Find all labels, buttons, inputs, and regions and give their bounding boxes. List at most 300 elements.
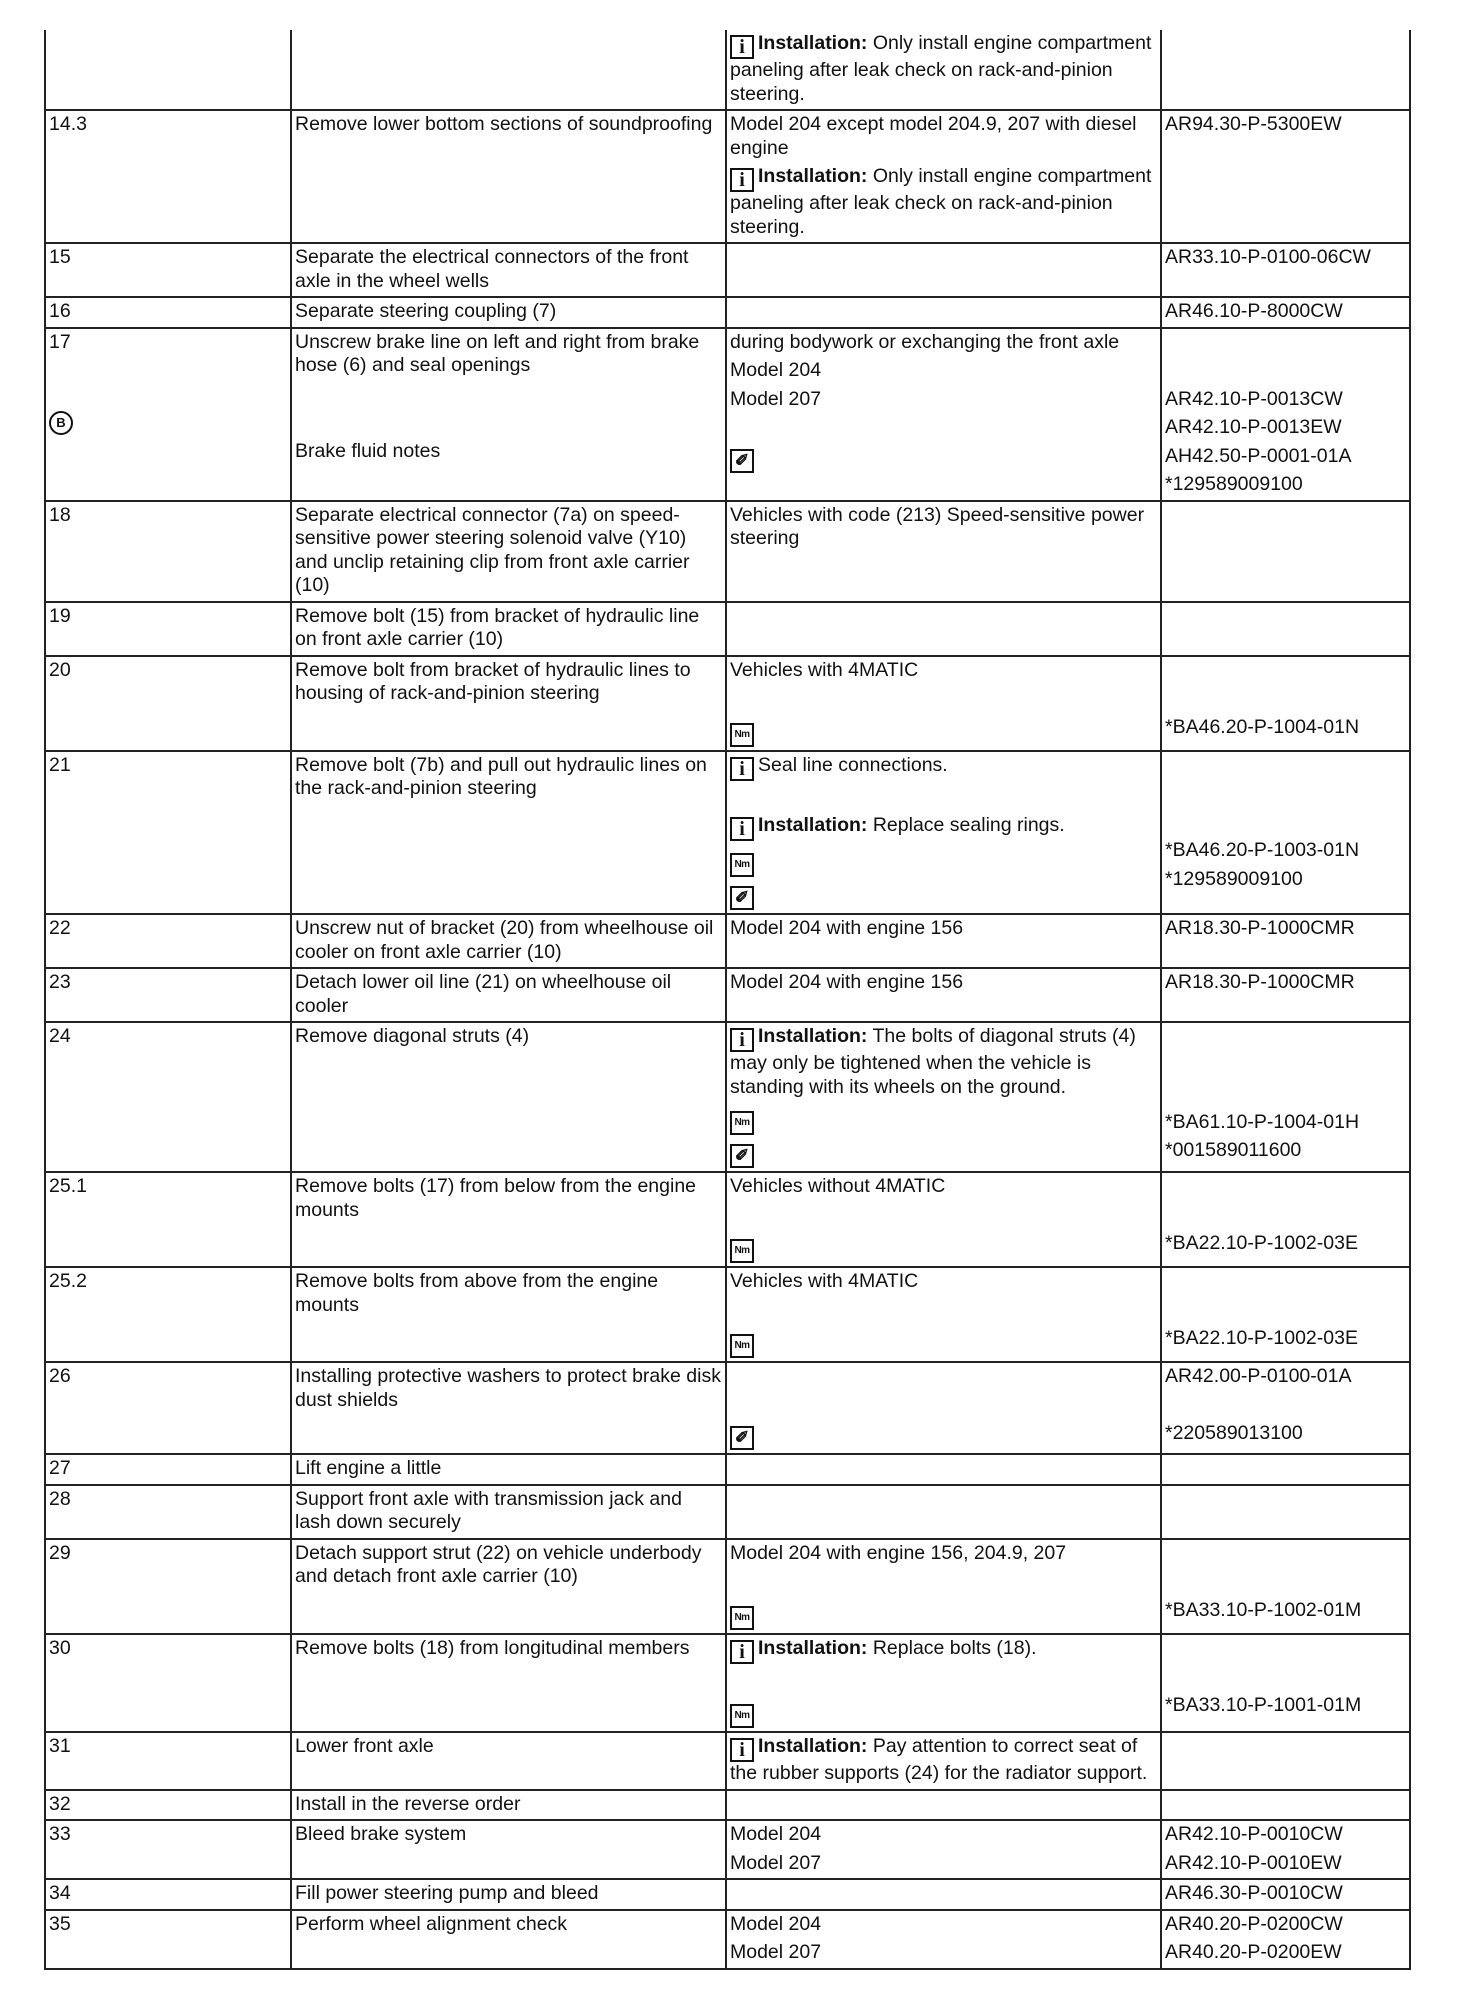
operation-text: Remove bolts (17) from below from the engine mounts: [295, 1175, 697, 1221]
reference-code: [1165, 1270, 1406, 1294]
notes-cell: [726, 1732, 1161, 1790]
step-cell: [45, 30, 291, 110]
reference-code: *220589013100: [1165, 1422, 1303, 1444]
procedure-table: [44, 30, 1411, 1970]
notes-cell: [726, 602, 1161, 656]
brake-icon: B: [49, 411, 73, 435]
step-cell: [45, 328, 291, 501]
note-text: Vehicles with code (213) Speed-sensitive power steering: [730, 503, 1145, 549]
note-line: [730, 331, 1157, 355]
operation-cell: [291, 1485, 726, 1539]
step-cell: [45, 1485, 291, 1539]
note-line: [730, 882, 1157, 910]
reference-code: [1165, 1175, 1406, 1199]
operation-text: Brake fluid notes: [295, 439, 441, 462]
operation-cell: [291, 1879, 726, 1910]
step-cell: [45, 602, 291, 656]
installation-label: Installation:: [758, 1735, 868, 1757]
notes-cell: [726, 656, 1161, 751]
operation-cell: [291, 1267, 726, 1362]
table-row: [45, 1454, 1410, 1485]
note-text: Model 204: [730, 359, 822, 381]
reference-code: [1165, 1082, 1406, 1106]
reference-code: *BA33.10-P-1002-01M: [1165, 1598, 1362, 1621]
note-text: Replace sealing rings.: [867, 814, 1065, 836]
operation-text: Separate steering coupling (7): [295, 300, 557, 322]
notes-cell: [726, 1634, 1161, 1733]
reference-code: [1165, 754, 1406, 778]
note-line: [730, 1025, 1157, 1099]
note-line: [730, 388, 1157, 412]
step-number: 21: [49, 753, 71, 776]
reference-cell: [1161, 751, 1410, 915]
operation-text: Support front axle with transmission jack and lash down securely: [295, 1487, 682, 1533]
table-row: [45, 1732, 1410, 1790]
note-text: Model 207: [730, 1941, 822, 1963]
notes-cell: [726, 328, 1161, 501]
note-text: during bodywork or exchanging the front axle: [730, 330, 1120, 353]
info-icon: i: [730, 1640, 754, 1664]
note-line: [730, 716, 1157, 747]
reference-cell: [1161, 1634, 1410, 1733]
reference-code: *BA46.20-P-1003-01N: [1165, 839, 1360, 861]
note-line: [730, 1270, 1157, 1294]
note-text: Model 204 with engine 156: [730, 971, 964, 993]
reference-code: [1165, 1054, 1406, 1078]
note-text: Replace bolts (18).: [867, 1636, 1037, 1659]
note-line: [730, 1735, 1157, 1786]
notes-cell: [726, 1539, 1161, 1634]
note-line: [730, 1637, 1157, 1664]
operation-text: Lift engine a little: [295, 1457, 442, 1479]
note-text: Vehicles with 4MATIC: [730, 1270, 919, 1292]
note-line: [730, 445, 1157, 473]
operation-cell: [291, 602, 726, 656]
note-text: Vehicles without 4MATIC: [730, 1175, 946, 1197]
table-row: [45, 1634, 1410, 1733]
reference-cell: [1161, 1022, 1410, 1172]
reference-cell: [1161, 501, 1410, 602]
operation-cell: [291, 1454, 726, 1485]
note-line: [730, 754, 1157, 781]
note-text: Seal line connections.: [758, 753, 948, 776]
note-line: [730, 359, 1157, 383]
operation-text: Remove bolt (15) from bracket of hydraulic line on front axle carrier (10): [295, 604, 700, 650]
step-number: 26: [49, 1365, 71, 1387]
table-row: [45, 968, 1410, 1022]
step-number: 33: [49, 1823, 71, 1845]
step-cell: [45, 1732, 291, 1790]
operation-cell: [291, 30, 726, 110]
notes-cell: [726, 501, 1161, 602]
reference-code: AR42.10-P-0013CW: [1165, 387, 1343, 410]
operation-cell: [291, 1634, 726, 1733]
note-line: [730, 1913, 1157, 1937]
note-line: [730, 1175, 1157, 1199]
table-row: [45, 1879, 1410, 1910]
table-row: [45, 328, 1410, 501]
note-text: Model 204 with engine 156, 204.9, 207: [730, 1541, 1067, 1564]
note-line: [730, 1299, 1157, 1323]
operation-cell: [291, 501, 726, 602]
note-line: [730, 1599, 1157, 1630]
note-text: The bolts of diagonal struts (4) may only be tightened when the vehicle is standing with its wheels on the ground.: [730, 1025, 1136, 1098]
step-cell: [45, 751, 291, 915]
note-line: [730, 1570, 1157, 1594]
step-number: 22: [49, 917, 71, 939]
step-cell: [45, 656, 291, 751]
reference-code: [1165, 1637, 1406, 1661]
reference-code: AR42.10-P-0010CW: [1165, 1823, 1343, 1845]
reference-cell: [1161, 1790, 1410, 1821]
step-number: 24: [49, 1025, 71, 1047]
reference-code: AR42.10-P-0013EW: [1165, 416, 1342, 438]
note-line: [730, 1394, 1157, 1418]
operation-text: Remove bolts (18) from longitudinal members: [295, 1636, 690, 1659]
note-line: [730, 1823, 1157, 1847]
operation-text: Fill power steering pump and bleed: [295, 1882, 599, 1904]
note-line: [730, 1232, 1157, 1263]
reference-code: *BA46.20-P-1004-01N: [1165, 715, 1360, 738]
reference-code: AR42.10-P-0010EW: [1165, 1851, 1342, 1874]
reference-code: *BA61.10-P-1004-01H: [1165, 1110, 1360, 1133]
reference-code: *BA22.10-P-1002-03E: [1165, 1232, 1358, 1254]
table-row: [45, 501, 1410, 602]
nm-icon: Nm: [730, 1334, 754, 1358]
tool-icon: ✐: [730, 1144, 754, 1168]
operation-text: Unscrew nut of bracket (20) from wheelhouse oil cooler on front axle carrier (10): [295, 917, 714, 963]
note-text: Vehicles with 4MATIC: [730, 658, 919, 681]
note-line: [730, 1542, 1157, 1566]
installation-label: Installation:: [758, 32, 868, 54]
operation-cell: [291, 110, 726, 243]
tool-icon: ✐: [730, 1426, 754, 1450]
reference-code: [1165, 1025, 1406, 1049]
step-number: 32: [49, 1792, 71, 1815]
operation-cell: [291, 1820, 726, 1879]
reference-code: AR46.30-P-0010CW: [1165, 1882, 1343, 1904]
reference-code: AH42.50-P-0001-01A: [1165, 444, 1352, 467]
step-number: 19: [49, 604, 71, 627]
reference-cell: [1161, 1732, 1410, 1790]
step-number: 30: [49, 1636, 71, 1659]
step-number: 31: [49, 1735, 71, 1757]
reference-code: [1165, 659, 1406, 683]
step-number: 14.3: [49, 113, 87, 135]
operation-cell: [291, 1910, 726, 1969]
table-row: [45, 1362, 1410, 1454]
notes-cell: [726, 1022, 1161, 1172]
step-number: 18: [49, 503, 71, 526]
operation-cell: [291, 243, 726, 297]
step-number: 34: [49, 1882, 71, 1904]
step-cell: [45, 1634, 291, 1733]
reference-code: AR94.30-P-5300EW: [1165, 113, 1342, 135]
note-text: Model 207: [730, 387, 822, 410]
operation-cell: [291, 1362, 726, 1454]
note-line: [730, 971, 1157, 995]
step-number: 16: [49, 300, 71, 322]
step-cell: [45, 968, 291, 1022]
notes-cell: [726, 1820, 1161, 1879]
notes-cell: [726, 1172, 1161, 1267]
reference-cell: [1161, 297, 1410, 328]
tool-icon: ✐: [730, 449, 754, 473]
note-line: [730, 786, 1157, 810]
reference-cell: [1161, 1454, 1410, 1485]
operation-cell: [291, 1022, 726, 1172]
reference-code: AR18.30-P-1000CMR: [1165, 917, 1355, 939]
step-cell: [45, 914, 291, 968]
operation-text: Perform wheel alignment check: [295, 1912, 568, 1935]
info-icon: i: [730, 817, 754, 841]
table-row: [45, 1022, 1410, 1172]
note-text: Model 204: [730, 1912, 822, 1935]
operation-cell: [291, 1172, 726, 1267]
step-cell: [45, 1022, 291, 1172]
note-text: Only install engine compartment paneling after leak check on rack-and-pinion steering.: [730, 32, 1152, 105]
reference-cell: [1161, 30, 1410, 110]
table-row: [45, 297, 1410, 328]
step-cell: [45, 110, 291, 243]
operation-text: Lower front axle: [295, 1735, 434, 1757]
table-row: [45, 1790, 1410, 1821]
step-number: [49, 32, 287, 56]
reference-cell: [1161, 1172, 1410, 1267]
notes-cell: [726, 110, 1161, 243]
notes-cell: [726, 1910, 1161, 1969]
operation-cell: [291, 1539, 726, 1634]
installation-label: Installation:: [758, 165, 868, 187]
note-line: [730, 1140, 1157, 1168]
operation-text: Bleed brake system: [295, 1823, 467, 1845]
notes-cell: [726, 1267, 1161, 1362]
reference-cell: [1161, 243, 1410, 297]
notes-cell: [726, 751, 1161, 915]
operation-text: [295, 411, 722, 435]
reference-code: *129589009100: [1165, 473, 1303, 495]
step-number: 15: [49, 246, 71, 268]
reference-cell: [1161, 1267, 1410, 1362]
notes-cell: [726, 1362, 1161, 1454]
step-cell: [45, 1879, 291, 1910]
tool-icon: ✐: [730, 886, 754, 910]
table-row: [45, 914, 1410, 968]
reference-code: AR46.10-P-8000CW: [1165, 300, 1343, 322]
reference-code: [1165, 1299, 1406, 1323]
reference-cell: [1161, 602, 1410, 656]
table-row: [45, 1539, 1410, 1634]
table-row: [45, 656, 1410, 751]
operation-text: Remove bolts from above from the engine mounts: [295, 1270, 659, 1316]
note-line: [730, 165, 1157, 239]
installation-label: Installation:: [758, 1636, 868, 1659]
step-cell: [45, 501, 291, 602]
operation-text: Remove lower bottom sections of soundproofing: [295, 113, 713, 135]
step-number: 20: [49, 658, 71, 681]
operation-cell: [291, 968, 726, 1022]
step-cell: [45, 1454, 291, 1485]
step-number: 25.2: [49, 1270, 87, 1292]
note-line: [730, 1365, 1157, 1389]
note-line: [730, 1327, 1157, 1358]
notes-cell: [726, 914, 1161, 968]
note-line: [730, 504, 1157, 551]
reference-cell: [1161, 110, 1410, 243]
reference-code: *BA33.10-P-1001-01M: [1165, 1693, 1362, 1716]
notes-cell: [726, 1879, 1161, 1910]
operation-cell: [291, 656, 726, 751]
notes-cell: [726, 30, 1161, 110]
reference-code: [1165, 1204, 1406, 1228]
step-cell: [45, 1790, 291, 1821]
reference-code: [1165, 782, 1406, 806]
note-line: [730, 687, 1157, 711]
operation-cell: [291, 914, 726, 968]
note-line: [730, 1697, 1157, 1728]
reference-code: [1165, 1665, 1406, 1689]
nm-icon: Nm: [730, 1704, 754, 1728]
reference-cell: [1161, 656, 1410, 751]
reference-code: [1165, 1394, 1406, 1418]
reference-code: [1165, 687, 1406, 711]
note-line: [730, 1669, 1157, 1693]
step-icon-line: [49, 406, 287, 435]
reference-code: AR42.00-P-0100-01A: [1165, 1365, 1352, 1387]
step-cell: [45, 1267, 291, 1362]
note-line: [730, 1941, 1157, 1965]
reference-code: [1165, 811, 1406, 835]
note-line: [730, 113, 1157, 160]
reference-cell: [1161, 1485, 1410, 1539]
reference-cell: [1161, 1362, 1410, 1454]
operation-text: Remove diagonal struts (4): [295, 1025, 530, 1047]
reference-cell: [1161, 1820, 1410, 1879]
nm-icon: Nm: [730, 1111, 754, 1135]
note-line: [730, 659, 1157, 683]
table-row: [45, 30, 1410, 110]
info-icon: i: [730, 757, 754, 781]
procedure-table-body: [45, 30, 1410, 1969]
note-line: [730, 1422, 1157, 1450]
note-line: [730, 32, 1157, 106]
operation-text: Separate electrical connector (7a) on speed-sensitive power steering solenoid valve (Y10) and unclip retaining clip from front axle carrier (10): [295, 503, 690, 596]
operation-text: Remove bolt (7b) and pull out hydraulic lines on the rack-and-pinion steering: [295, 753, 707, 799]
notes-cell: [726, 243, 1161, 297]
table-row: [45, 1267, 1410, 1362]
table-row: [45, 1172, 1410, 1267]
table-row: [45, 110, 1410, 243]
operation-text: Remove bolt from bracket of hydraulic lines to housing of rack-and-pinion steering: [295, 658, 691, 704]
step-cell: [45, 1820, 291, 1879]
step-number: 25.1: [49, 1175, 87, 1197]
step-cell: [45, 1539, 291, 1634]
info-icon: i: [730, 1028, 754, 1052]
notes-cell: [726, 968, 1161, 1022]
operation-text: Unscrew brake line on left and right from brake hose (6) and seal openings: [295, 330, 700, 376]
step-number: 23: [49, 971, 71, 993]
table-row: [45, 751, 1410, 915]
nm-icon: Nm: [730, 853, 754, 877]
installation-label: Installation:: [758, 814, 868, 836]
step-cell: [45, 297, 291, 328]
table-row: [45, 1910, 1410, 1969]
operation-cell: [291, 297, 726, 328]
info-icon: i: [730, 35, 754, 59]
step-number: 35: [49, 1912, 71, 1935]
reference-code: AR18.30-P-1000CMR: [1165, 971, 1355, 993]
reference-cell: [1161, 1910, 1410, 1969]
note-line: [730, 917, 1157, 941]
note-line: [730, 846, 1157, 877]
reference-cell: [1161, 1879, 1410, 1910]
reference-cell: [1161, 328, 1410, 501]
note-text: Pay attention to correct seat of the rubber supports (24) for the radiator support.: [730, 1735, 1148, 1784]
info-icon: i: [730, 1738, 754, 1762]
operation-cell: [291, 328, 726, 501]
operation-text: [295, 383, 722, 407]
note-text: Model 207: [730, 1851, 822, 1874]
notes-cell: [726, 1790, 1161, 1821]
step-cell: [45, 1172, 291, 1267]
reference-code: [1165, 1570, 1406, 1594]
notes-cell: [726, 297, 1161, 328]
installation-label: Installation:: [758, 1025, 868, 1047]
nm-icon: Nm: [730, 1606, 754, 1630]
reference-code: [1165, 331, 1406, 355]
note-line: [730, 814, 1157, 841]
reference-code: AR33.10-P-0100-06CW: [1165, 246, 1371, 268]
reference-cell: [1161, 914, 1410, 968]
note-text: Model 204 except model 204.9, 207 with diesel engine: [730, 113, 1137, 159]
step-cell: [45, 243, 291, 297]
operation-cell: [291, 1790, 726, 1821]
reference-cell: [1161, 1539, 1410, 1634]
table-row: [45, 1485, 1410, 1539]
reference-cell: [1161, 968, 1410, 1022]
table-row: [45, 243, 1410, 297]
reference-code: AR40.20-P-0200EW: [1165, 1941, 1342, 1963]
step-number: 27: [49, 1457, 71, 1479]
operation-cell: [291, 751, 726, 915]
note-line: [730, 1204, 1157, 1228]
note-line: [730, 1852, 1157, 1876]
operation-text: Separate the electrical connectors of the front axle in the wheel wells: [295, 246, 689, 292]
step-number: 28: [49, 1487, 71, 1510]
procedure-sheet: [44, 30, 1409, 1970]
operation-text: Detach lower oil line (21) on wheelhouse oil cooler: [295, 971, 672, 1017]
table-row: [45, 602, 1410, 656]
notes-cell: [726, 1454, 1161, 1485]
reference-code: *001589011600: [1165, 1139, 1302, 1161]
info-icon: i: [730, 168, 754, 192]
step-number: 29: [49, 1541, 71, 1564]
reference-code: AR40.20-P-0200CW: [1165, 1912, 1343, 1935]
note-text: Model 204: [730, 1823, 822, 1845]
note-line: [730, 416, 1157, 440]
reference-code: [1165, 1542, 1406, 1566]
operation-cell: [291, 1732, 726, 1790]
nm-icon: Nm: [730, 1239, 754, 1263]
operation-text: Installing protective washers to protect brake disk dust shields: [295, 1365, 721, 1411]
operation-text: Detach support strut (22) on vehicle underbody and detach front axle carrier (10): [295, 1541, 702, 1587]
reference-code: *BA22.10-P-1002-03E: [1165, 1327, 1358, 1349]
notes-cell: [726, 1485, 1161, 1539]
reference-code: [1165, 359, 1406, 383]
note-text: Only install engine compartment paneling after leak check on rack-and-pinion steering.: [730, 165, 1152, 238]
step-cell: [45, 1362, 291, 1454]
nm-icon: Nm: [730, 723, 754, 747]
